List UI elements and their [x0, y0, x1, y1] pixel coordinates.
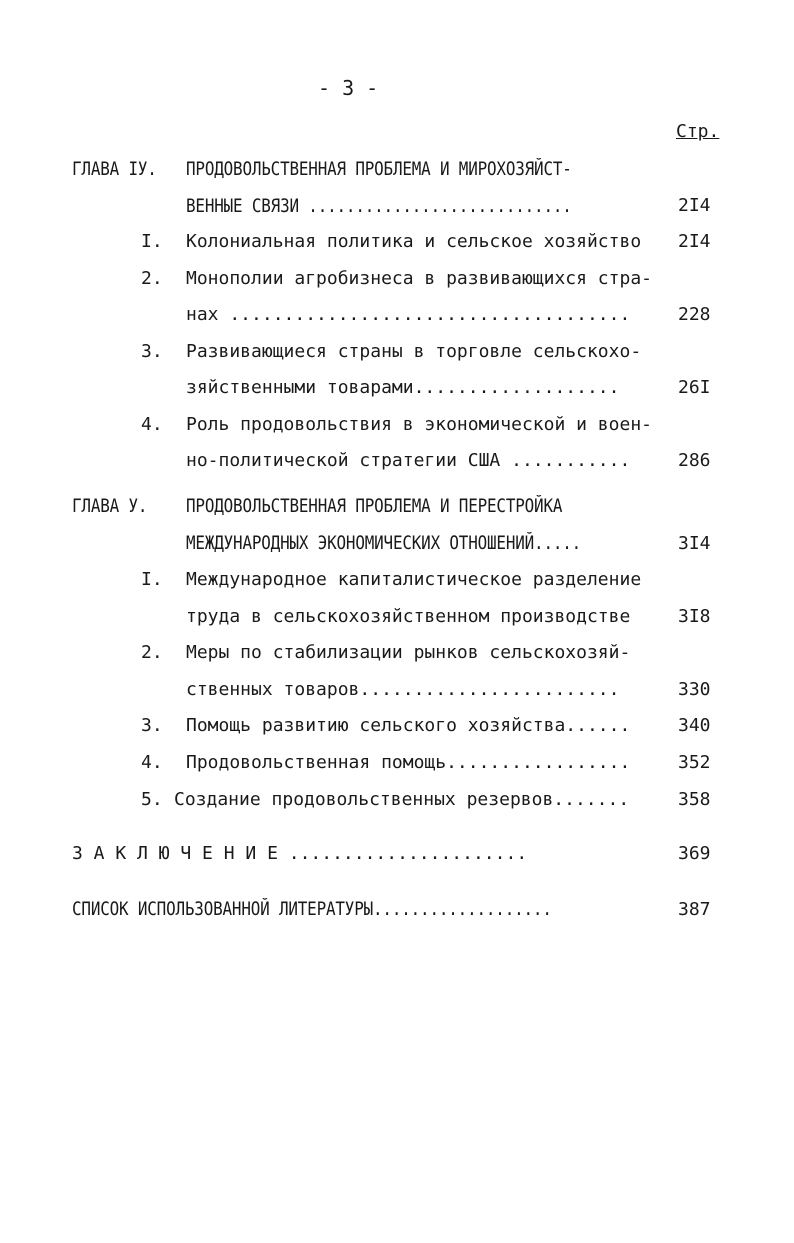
- section-title: Монополии агробизнеса в развивающихся стра-: [186, 268, 652, 289]
- chapter-4-title-line2: ВЕННЫЕ СВЯЗИ ............................: [186, 196, 572, 217]
- section-title: Создание продовольственных резервов.......: [174, 789, 630, 810]
- section-title: нах .....................................: [186, 304, 631, 325]
- chapter-4-label: ГЛАВА IУ.: [72, 159, 157, 180]
- section-number: 3.: [141, 715, 163, 736]
- page-number: - 3 -: [318, 76, 379, 100]
- section-page: 3I8: [678, 606, 711, 627]
- section-number: I.: [141, 231, 163, 252]
- section-title: Помощь развитию сельского хозяйства......: [186, 715, 631, 736]
- conclusion-title: З А К Л Ю Ч Е Н И Е ......................: [72, 843, 528, 864]
- section-title: ственных товаров........................: [186, 679, 620, 700]
- section-page: 2I4: [678, 231, 711, 252]
- section-page: 352: [678, 752, 711, 773]
- section-title: Колониальная политика и сельское хозяйство: [186, 231, 642, 252]
- section-title: Роль продовольствия в экономической и воен-: [186, 414, 652, 435]
- pages-column-label: Стр.: [676, 121, 720, 142]
- section-page: 358: [678, 789, 711, 810]
- section-title: но-политической стратегии США ...........: [186, 450, 631, 471]
- section-page: 26I: [678, 377, 711, 398]
- section-number: 3.: [141, 341, 163, 362]
- bibliography-title: СПИСОК ИСПОЛЬЗОВАННОЙ ЛИТЕРАТУРЫ...................: [72, 899, 552, 920]
- conclusion-page: 369: [678, 843, 711, 864]
- chapter-5-title-line1: ПРОДОВОЛЬСТВЕННАЯ ПРОБЛЕМА И ПЕРЕСТРОЙКА: [186, 496, 563, 517]
- section-number: 2.: [141, 268, 163, 289]
- section-page: 228: [678, 304, 711, 325]
- chapter-5-title-line2: МЕЖДУНАРОДНЫХ ЭКОНОМИЧЕСКИХ ОТНОШЕНИЙ.....: [186, 533, 582, 554]
- section-title: труда в сельскохозяйственном производстве: [186, 606, 631, 627]
- section-page: 340: [678, 715, 711, 736]
- bibliography-page: 387: [678, 899, 711, 920]
- section-number: 5.: [141, 789, 163, 810]
- section-page: 330: [678, 679, 711, 700]
- section-page: 286: [678, 450, 711, 471]
- section-title: Продовольственная помощь.................: [186, 752, 631, 773]
- section-title: Международное капиталистическое разделение: [186, 569, 642, 590]
- chapter-5-page: 3I4: [678, 533, 711, 554]
- section-title: Развивающиеся страны в торговле сельскохо-: [186, 341, 642, 362]
- section-number: 4.: [141, 414, 163, 435]
- section-title: Меры по стабилизации рынков сельскохозяй-: [186, 642, 631, 663]
- section-number: I.: [141, 569, 163, 590]
- chapter-5-label: ГЛАВА У.: [72, 496, 148, 517]
- section-number: 2.: [141, 642, 163, 663]
- chapter-4-title-line1: ПРОДОВОЛЬСТВЕННАЯ ПРОБЛЕМА И МИРОХОЗЯЙСТ-: [186, 159, 572, 180]
- section-title: зяйственными товарами...................: [186, 377, 620, 398]
- chapter-4-page: 2I4: [678, 195, 711, 216]
- section-number: 4.: [141, 752, 163, 773]
